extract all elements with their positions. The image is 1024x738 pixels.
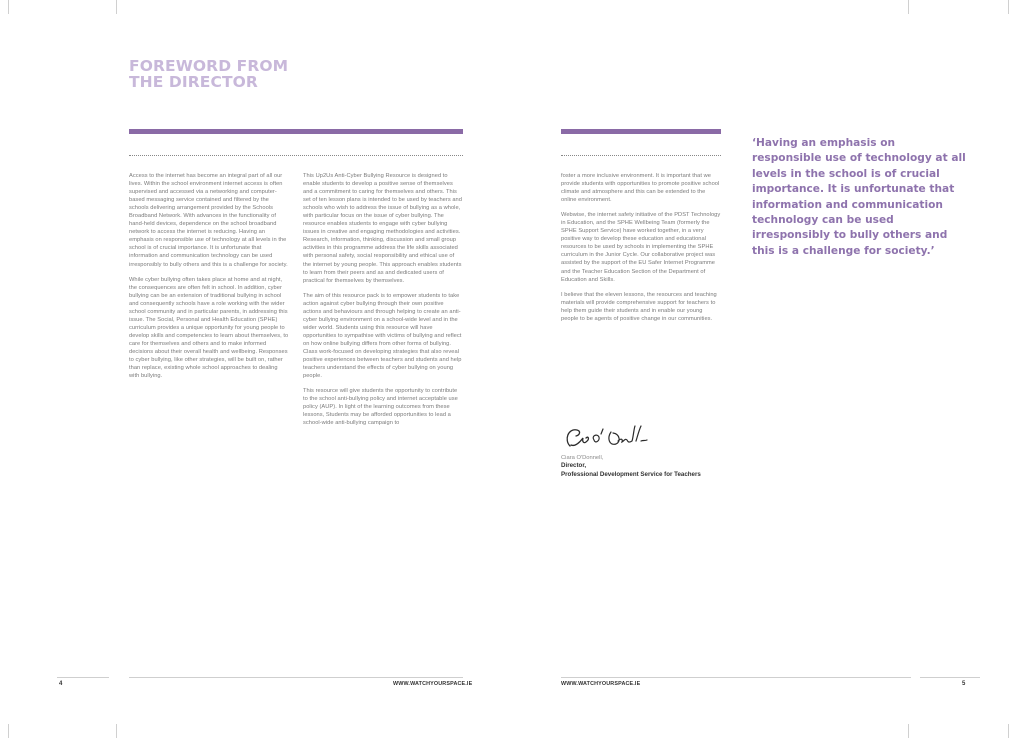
- paragraph: This Up2Us Anti-Cyber Bullying Resource is designed to enable students to develop a positive sense of themselves and a commitment to caring for themselves and others. This set of ten lesson plans is intended to be used by teachers and schools who wish to address the issue of bullying as a whole, with particular focus on the issue of cyber bullying. The resource enables students to engage with cyber bullying issues in creative and engaging methodologies and activities. Research, information, thinking, discussion and small group activities in this programme address the life skills associated with personal safety, social responsibility and ethical use of the internet by young people. This approach enables students to learn from their peers and as and dedicated users of practical for themselves by themselves.: [303, 173, 462, 284]
- paragraph: Webwise, the internet safety initiative of the PDST Technology in Education, and the SPHE Wellbeing Team (formerly the SPHE Support Service) have worked together, in a very positive way to develop these education and educational resources to be used by schools in implementing the SPHE curriculum in the Junior Cycle. Our collaborative project was assisted by the support of the EU Safer Internet Programme and the Teacher Education Section of the Department of Education and Skills.: [561, 212, 721, 283]
- crop-mark: [908, 0, 909, 14]
- right-page: [512, 0, 1024, 738]
- page-title: [129, 58, 329, 90]
- footer-url: WWW.WATCHYOURSPACE.IE: [393, 681, 473, 687]
- crop-mark: [116, 0, 117, 14]
- page-number: 4: [59, 681, 63, 687]
- heading-rule: [129, 129, 463, 134]
- signatory-title: Director,: [561, 462, 587, 469]
- body-column-1: [129, 172, 289, 387]
- signatory-organisation: Professional Development Service for Teachers: [561, 470, 701, 478]
- paragraph: Access to the internet has become an integral part of all our lives. Within the school environment internet access is often supervised and accessed via a networking and computer-based messaging service contained and filtered by the schools delivering arrangement provided by the Schools Broadband Network. With advances in the functionality of hand-held devices, dependence on the school broadband network to access the internet is reducing. Having an emphasis on responsible use of technology at all levels in the school is of crucial importance. It is unfortunate that information and communication technology can be used irresponsibly to bully others and this is a challenge for society.: [129, 173, 288, 268]
- column-rule: [561, 129, 721, 134]
- paragraph: I believe that the eleven lessons, the resources and teaching materials will provide comprehensive support for teachers to help them guide their students and in enable our young people to be agents of positive change in our communities.: [561, 291, 717, 322]
- footer-rule: [129, 677, 463, 678]
- footer-url: WWW.WATCHYOURSPACE.IE: [561, 681, 641, 687]
- pull-quote: ‘Having an emphasis on responsible use of technology at all levels in the school is of crucial importance. It is unfortunate that information and communication technology can be used irresponsibly to bully others and this is a challenge for society.’: [752, 137, 966, 257]
- footer-rule: [57, 677, 109, 678]
- body-column-2: [303, 172, 463, 434]
- paragraph: This resource will give students the opportunity to contribute to the school anti-bullying policy and internet acceptable use policy (AUP). In light of the learning outcomes from these lessons, Students may be afforded opportunities to lead a school-wide anti-bullying campaign to: [303, 388, 458, 427]
- crop-mark: [8, 724, 9, 738]
- title-line-1: FOREWORD FROM: [129, 57, 289, 75]
- signature-icon: [561, 420, 661, 454]
- dotted-divider: [561, 155, 721, 156]
- paragraph: foster a more inclusive environment. It is important that we provide students with opportunities to promote positive school climate and atmosphere and this can be extended to the online environment.: [561, 173, 720, 204]
- crop-mark: [8, 0, 9, 14]
- footer-rule: [920, 677, 980, 678]
- dotted-divider: [129, 155, 463, 156]
- crop-mark: [1008, 0, 1009, 14]
- page-number: 5: [962, 681, 966, 687]
- paragraph: While cyber bullying often takes place at home and at night, the consequences are often felt in school. In addition, cyber bullying can be an extension of traditional bullying in school and consequently schools have a role working with the wider school community and in particular parents, in addressing this issue. The Social, Personal and Health Education (SPHE) curriculum provides a unique opportunity for young people to develop skills and competencies to learn about themselves, to care for themselves and others and to make informed decisions about their overall health and wellbeing. Responses to cyber bullying, like other strategies, will be built on, rather than replace, existing whole school approaches to dealing with bullying.: [129, 276, 289, 380]
- crop-mark: [116, 724, 117, 738]
- paragraph: The aim of this resource pack is to empower students to take action against cyber bullying through their own positive actions and behaviours and through helping to create an anti-cyber bullying environment on a school-wide level and in the wider world. Students using this resource will have opportunities to sympathise with victims of bullying and reflect on how online bullying differs from other forms of bullying. Class work-focused on developing strategies that also reveal positive experiences between teachers and students and help teachers understand the effects of cyber bullying on young people.: [303, 292, 462, 380]
- title-line-2: THE DIRECTOR: [129, 73, 258, 91]
- signatory-name: Ciara O'Donnell,: [561, 455, 604, 461]
- body-column-3: [561, 172, 721, 330]
- footer-rule: [561, 677, 911, 678]
- crop-mark: [908, 724, 909, 738]
- signature-block: [561, 420, 731, 479]
- crop-mark: [1008, 724, 1009, 738]
